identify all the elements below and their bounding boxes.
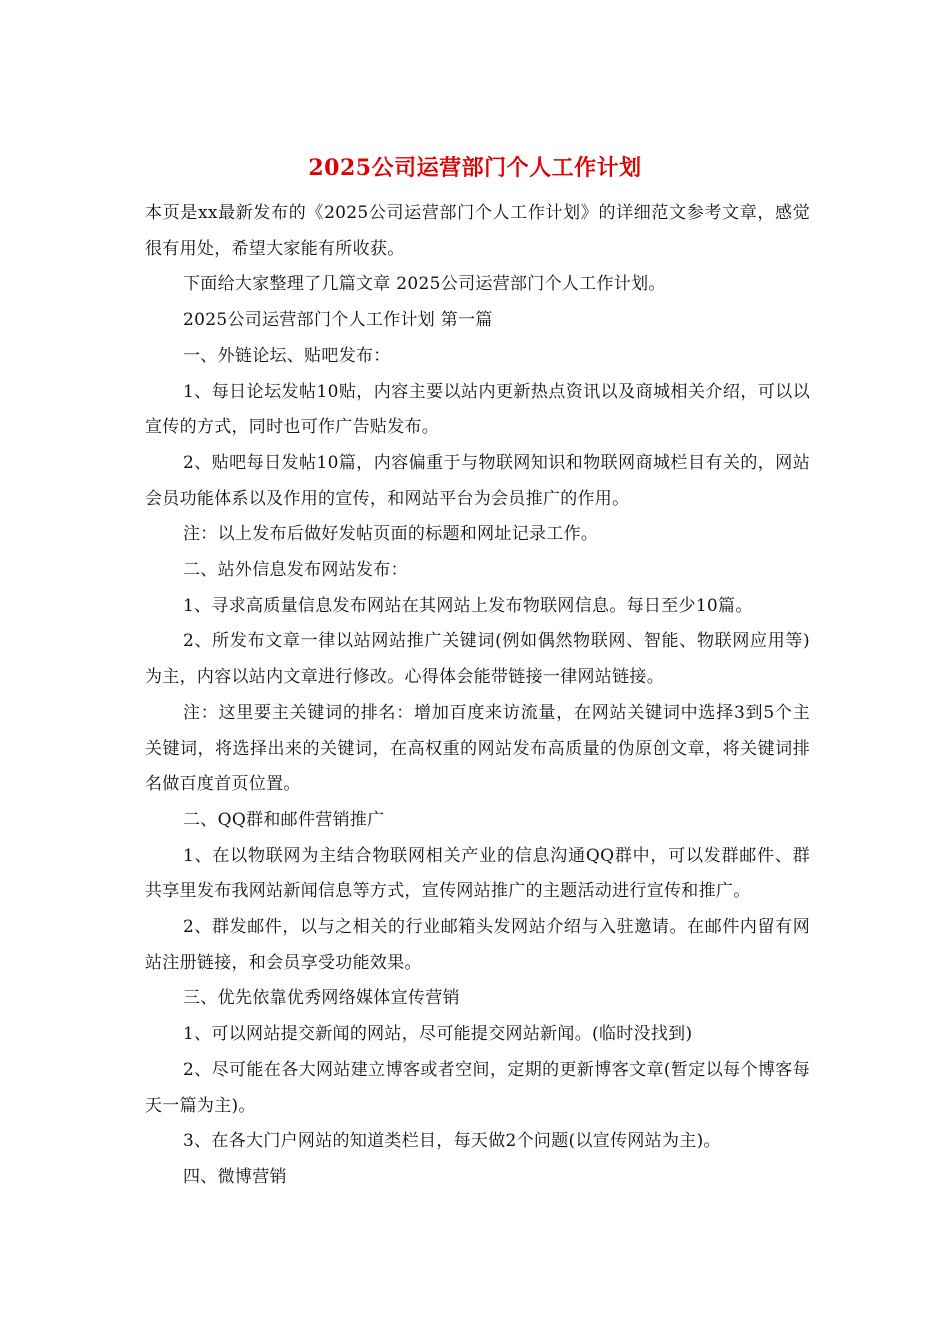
paragraph: 本页是xx最新发布的《2025公司运营部门个人工作计划》的详细范文参考文章，感觉很有用处，希望大家能有所收获。 <box>145 203 810 259</box>
paragraph: 三、优先依靠优秀网络媒体宣传营销 <box>183 988 460 1009</box>
paragraph: 2、贴吧每日发帖10篇，内容偏重于与物联网知识和物联网商城栏目有关的，网站会员功能体系以及作用的宣传，和网站平台为会员推广的作用。 <box>145 452 810 509</box>
paragraph: 3、在各大门户网站的知道类栏目，每天做2个问题(以宣传网站为主)。 <box>183 1131 721 1152</box>
document-body <box>145 196 810 1196</box>
document-title: 2025公司运营部门个人工作计划 <box>308 155 642 181</box>
paragraph: 2、所发布文章一律以站网站推广关键词(例如偶然物联网、智能、物联网应用等)为主，内容以站内文章进行修改。心得体会能带链接一律网站链接。 <box>145 631 810 688</box>
paragraph: 二、QQ群和邮件营销推广 <box>183 809 385 830</box>
paragraph: 四、微博营销 <box>183 1166 287 1187</box>
paragraph: 2、群发邮件，以与之相关的行业邮箱头发网站介绍与入驻邀请。在邮件内留有网站注册链接，和会员享受功能效果。 <box>145 917 810 973</box>
paragraph: 注：这里要主关键词的排名：增加百度来访流量，在网站关键词中选择3到5个主关键词，将选择出来的关键词，在高权重的网站发布高质量的伪原创文章，将关键词排名做百度首页位置。 <box>145 702 810 795</box>
paragraph: 一、外链论坛、贴吧发布： <box>183 345 391 366</box>
paragraph: 2、尽可能在各大网站建立博客或者空间，定期的更新博客文章(暂定以每个博客每天一篇为主)。 <box>145 1059 810 1116</box>
paragraph: 1、可以网站提交新闻的网站，尽可能提交网站新闻。(临时没找到) <box>183 1024 693 1045</box>
paragraph: 二、站外信息发布网站发布： <box>183 560 408 581</box>
paragraph: 2025公司运营部门个人工作计划 第一篇 <box>183 310 493 331</box>
paragraph: 1、在以物联网为主结合物联网相关产业的信息沟通QQ群中，可以发群邮件、群共享里发布我网站新闻信息等方式，宣传网站推广的主题活动进行宣传和推广。 <box>145 845 810 902</box>
paragraph: 下面给大家整理了几篇文章 2025公司运营部门个人工作计划。 <box>183 274 666 295</box>
paragraph: 1、每日论坛发帖10贴，内容主要以站内更新热点资讯以及商城相关介绍，可以以宣传的方式，同时也可作广告贴发布。 <box>145 381 810 438</box>
paragraph: 注：以上发布后做好发帖页面的标题和网址记录工作。 <box>183 524 599 545</box>
paragraph: 1、寻求高质量信息发布网站在其网站上发布物联网信息。每日至少10篇。 <box>183 595 753 616</box>
